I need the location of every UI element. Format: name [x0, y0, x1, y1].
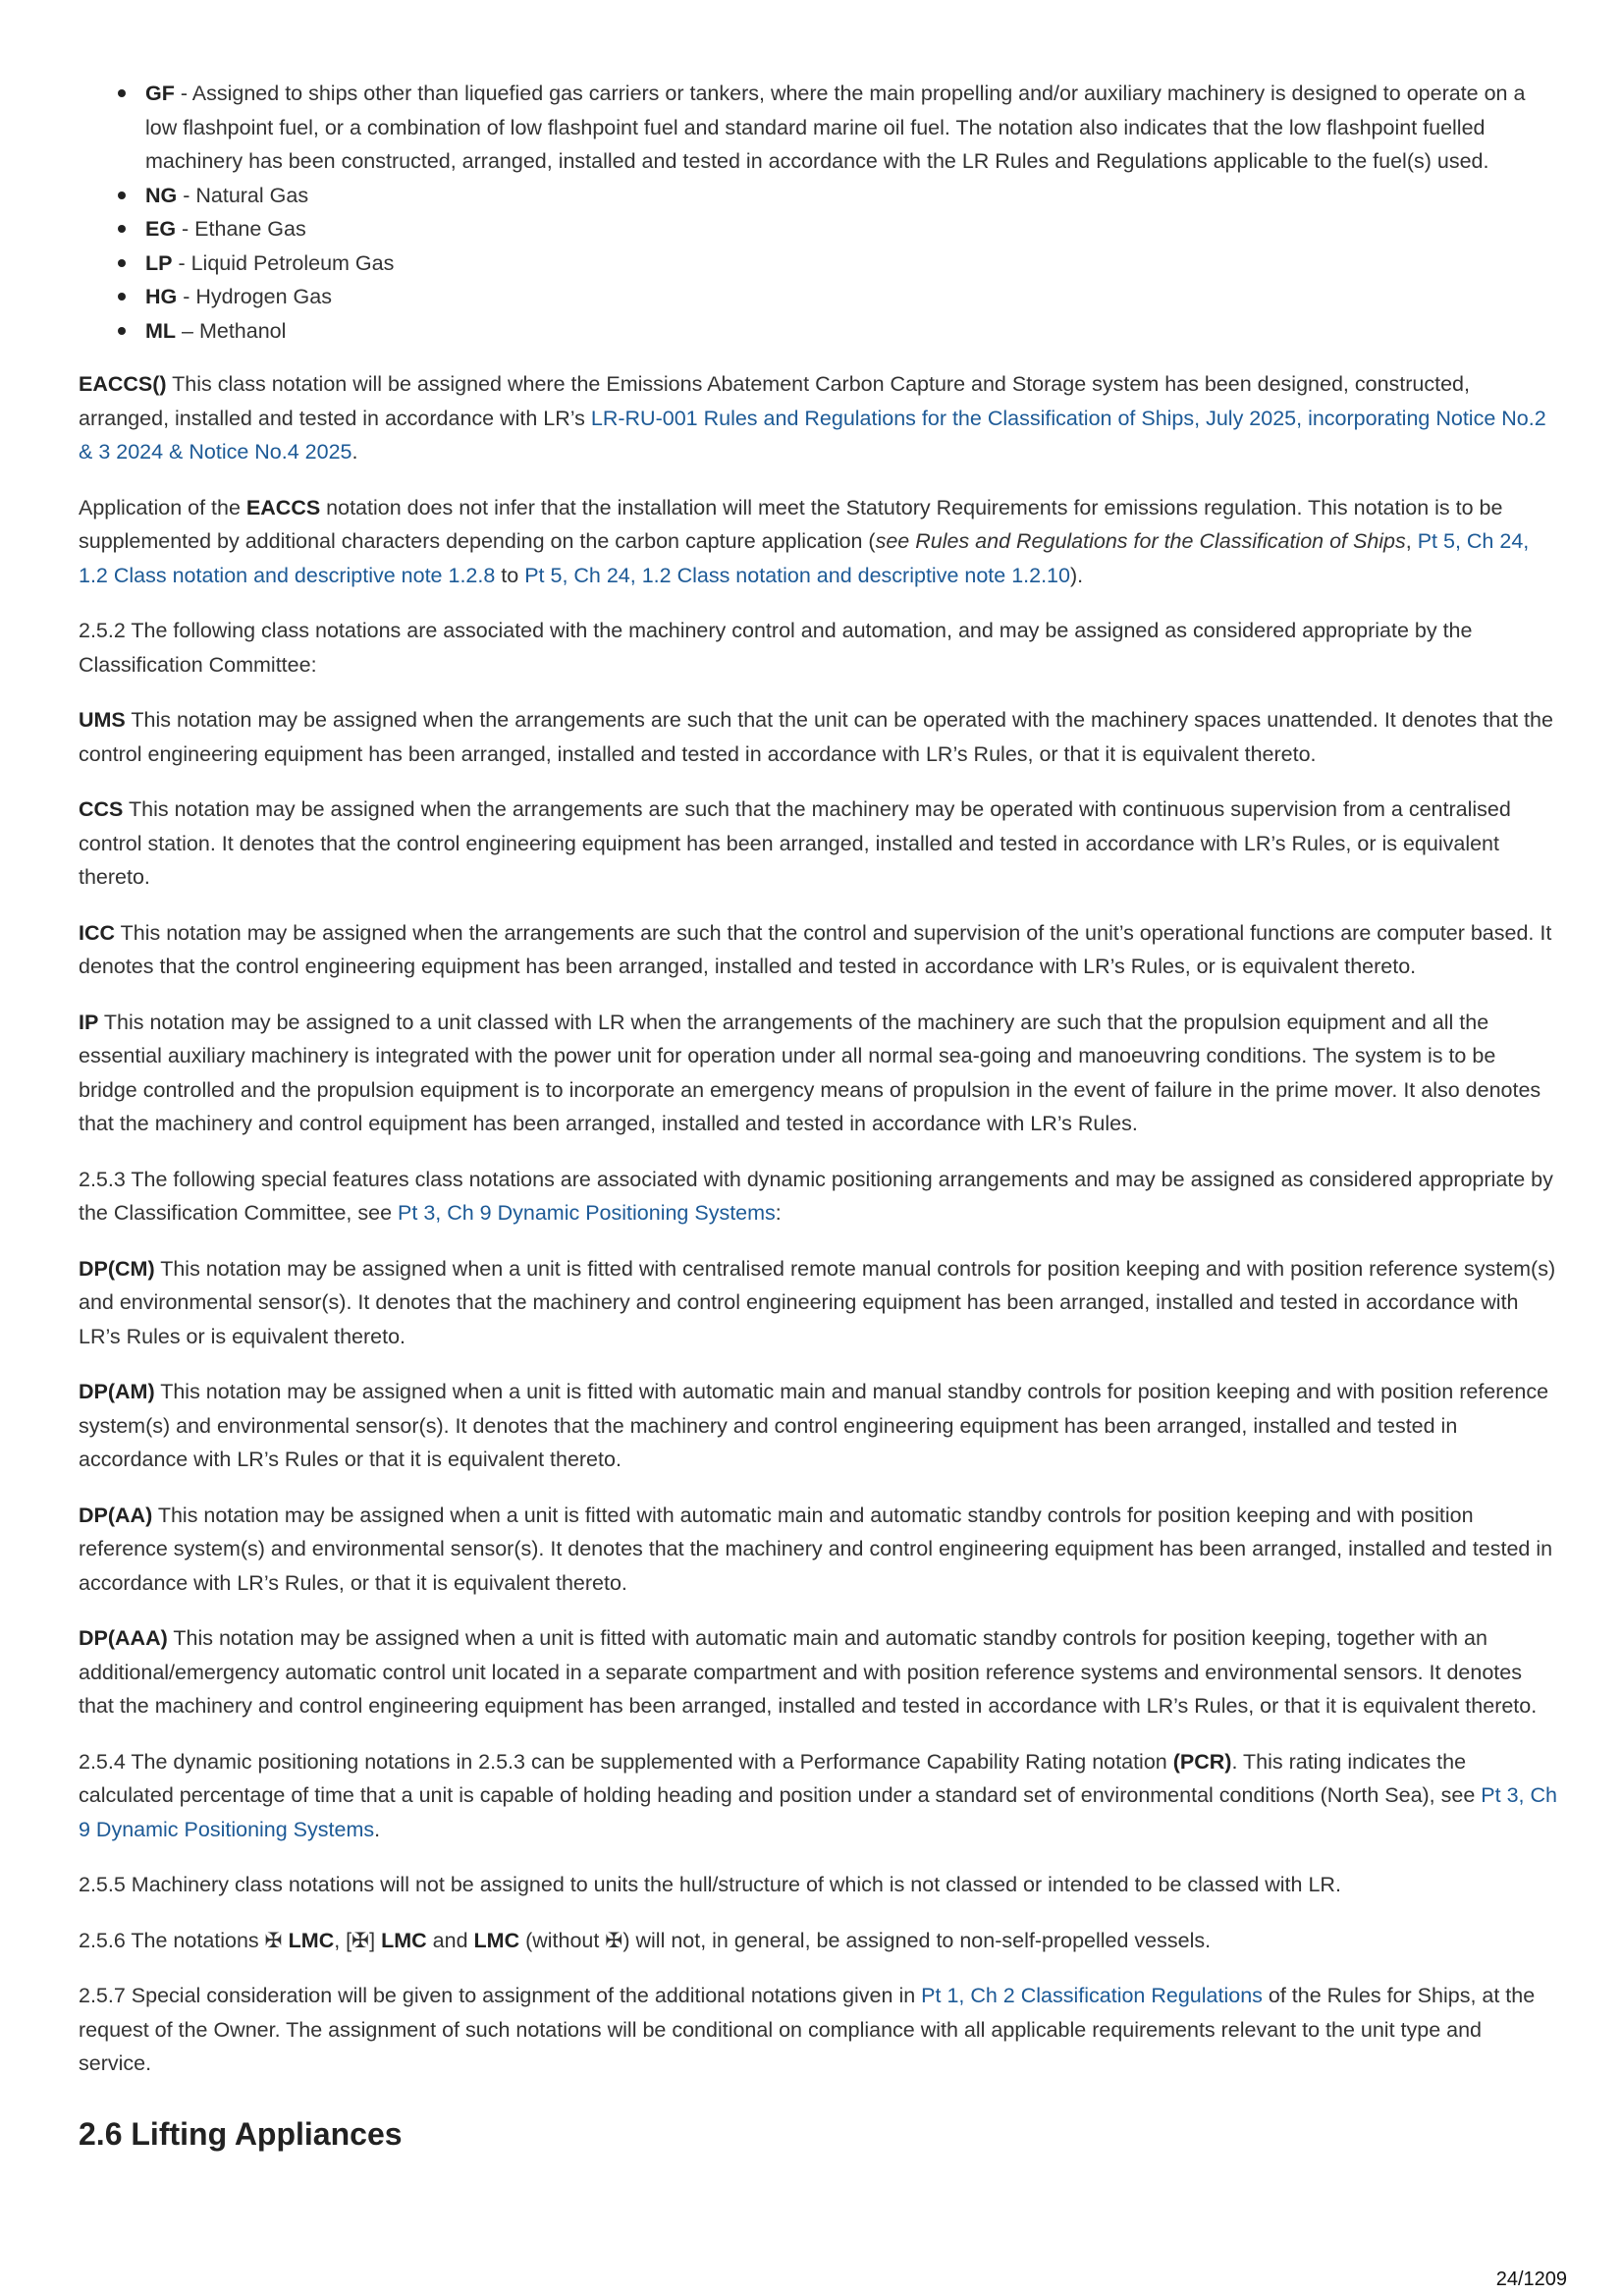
eaccs-application-paragraph: Application of the EACCS notation does not infer that the installation will meet the Statutory Requirements for emissions regulation. This notation is to be supplemented by additional characters depending on the carbon capture application (see Rules and Regulations for the Classification of Ships, Pt 5, Ch 24, 1.2 Class notation and descriptive note 1.2.8 to Pt 5, Ch 24, 1.2 Class notation and descriptive note 1.2.10). — [79, 495, 1530, 587]
dp-am-paragraph: DP(AM) This notation may be assigned when a unit is fitted with automatic main and manual standby controls for position keeping and with position reference system(s) and environmental sensor(s). It denotes that the machinery and control engineering equipment has been arranged, installed and tested in accordance with LR’s Rules or that it is equivalent thereto. — [79, 1380, 1549, 1471]
list-item: HG - Hydrogen Gas — [145, 280, 1557, 314]
paragraph-2-5-2: 2.5.2 The following class notations are associated with the machinery control and automation, and may be assigned as considered appropriate by the Classification Committee: — [79, 619, 1473, 677]
pt5-ch24-1-2-8-link[interactable]: Pt 5, Ch 24, 1.2 Class notation and descriptive note 1.2.8 — [79, 529, 1530, 587]
section-heading: 2.6 Lifting Appliances — [79, 2115, 403, 2152]
list-item: NG - Natural Gas — [145, 179, 1557, 213]
pt5-ch24-1-2-10-link[interactable]: Pt 5, Ch 24, 1.2 Class notation and descriptive note 1.2.10 — [524, 563, 1070, 587]
dynamic-positioning-link[interactable]: Pt 3, Ch 9 Dynamic Positioning Systems — [398, 1201, 776, 1225]
dp-aa-paragraph: DP(AA) This notation may be assigned when a unit is fitted with automatic main and automatic standby controls for position keeping and with position reference system(s) and environmental sensor(s). It denotes that the machinery and control engineering equipment has been arranged, installed and tested in accordance with LR’s Rules, or that it is equivalent thereto. — [79, 1503, 1553, 1595]
ccs-paragraph: CCS This notation may be assigned when the arrangements are such that the machinery may be operated with continuous supervision from a centralised control station. It denotes that the control engineering equipment has been arranged, installed and tested in accordance with LR’s Rules, or is equivalent thereto. — [79, 797, 1511, 889]
paragraph-2-5-5: 2.5.5 Machinery class notations will not be assigned to units the hull/structure of which is not classed or intended to be classed with LR. — [79, 1873, 1341, 1896]
list-item: GF - Assigned to ships other than liquefied gas carriers or tankers, where the main propelling and/or auxiliary machinery is designed to operate on a low flashpoint fuel, or a combination of low flashpoint fuel and standard marine oil fuel. The notation also indicates that the low flashpoint fuelled machinery has been constructed, arranged, installed and tested in accordance with the LR Rules and Regulations applicable to the fuel(s) used. — [145, 77, 1557, 179]
page-number: 24/1209 — [1495, 2269, 1567, 2290]
document-page — [79, 77, 1557, 2154]
rules-regulations-link[interactable]: LR-RU-001 Rules and Regulations for the Classification of Ships, July 2025, incorporating Notice No.2 & 3 2024 & Notice No.4 2025 — [79, 406, 1546, 464]
paragraph-2-5-6: 2.5.6 The notations ✠ LMC, [✠] LMC and LMC (without ✠) will not, in general, be assigned to non-self-propelled vessels. — [79, 1928, 1212, 1952]
list-item: ML – Methanol — [145, 314, 1557, 349]
list-item: EG - Ethane Gas — [145, 212, 1557, 246]
ip-paragraph: IP This notation may be assigned to a unit classed with LR when the arrangements of the machinery are such that the propulsion equipment and all the essential auxiliary machinery is integrated with the power unit for operation under all normal sea-going and manoeuvring conditions. The system is to be bridge controlled and the propulsion equipment is to incorporate an emergency means of propulsion in the event of failure in the prime mover. It also denotes that the machinery and control equipment has been arranged, installed and tested in accordance with LR’s Rules. — [79, 1010, 1541, 1135]
eaccs-paragraph: EACCS() This class notation will be assigned where the Emissions Abatement Carbon Capture and Storage system has been designed, constructed, arranged, installed and tested in accordance with LR’s LR-RU-001 Rules and Regulations for the Classification of Ships, July 2025, incorporating Notice No.2 & 3 2024 & Notice No.4 2025. — [79, 372, 1546, 464]
fuel-notation-list — [79, 77, 1557, 348]
dp-cm-paragraph: DP(CM) This notation may be assigned when a unit is fitted with centralised remote manual controls for position keeping and with position reference system(s) and environmental sensor(s). It denotes that the machinery and control engineering equipment has been arranged, installed and tested in accordance with LR’s Rules or is equivalent thereto. — [79, 1256, 1556, 1348]
list-item: LP - Liquid Petroleum Gas — [145, 246, 1557, 281]
ums-paragraph: UMS This notation may be assigned when the arrangements are such that the unit can be operated with the machinery spaces unattended. It denotes that the control engineering equipment has been arranged, installed and tested in accordance with LR’s Rules, or that it is equivalent thereto. — [79, 708, 1553, 766]
paragraph-2-5-7: 2.5.7 Special consideration will be given to assignment of the additional notations given in Pt 1, Ch 2 Classification Regulations of the Rules for Ships, at the request of the Owner. The assignment of such notations will be conditional on compliance with all applicable requirements relevant to the unit type and service. — [79, 1984, 1536, 2075]
dynamic-positioning-link-2[interactable]: Pt 3, Ch 9 Dynamic Positioning Systems — [79, 1783, 1557, 1841]
icc-paragraph: ICC This notation may be assigned when the arrangements are such that the control and supervision of the unit’s operational functions are computer based. It denotes that the control engineering equipment has been arranged, installed and tested in accordance with LR’s Rules, or is equivalent thereto. — [79, 920, 1552, 978]
paragraph-2-5-4: 2.5.4 The dynamic positioning notations in 2.5.3 can be supplemented with a Performance Capability Rating notation (PCR). This rating indicates the calculated percentage of time that a unit is capable of holding heading and position under a standard set of environmental conditions (North Sea), see Pt 3, Ch 9 Dynamic Positioning Systems. — [79, 1749, 1557, 1841]
classification-regulations-link[interactable]: Pt 1, Ch 2 Classification Regulations — [921, 1984, 1263, 2007]
paragraph-2-5-3: 2.5.3 The following special features class notations are associated with dynamic positioning arrangements and may be assigned as considered appropriate by the Classification Committee, see Pt 3, Ch 9 Dynamic Positioning Systems: — [79, 1167, 1553, 1225]
dp-aaa-paragraph: DP(AAA) This notation may be assigned when a unit is fitted with automatic main and automatic standby controls for position keeping, together with an additional/emergency automatic control unit located in a separate compartment and with position reference systems and environmental sensors. It denotes that the machinery and control engineering equipment has been arranged, installed and tested in accordance with LR’s Rules, or that it is equivalent thereto. — [79, 1626, 1538, 1718]
